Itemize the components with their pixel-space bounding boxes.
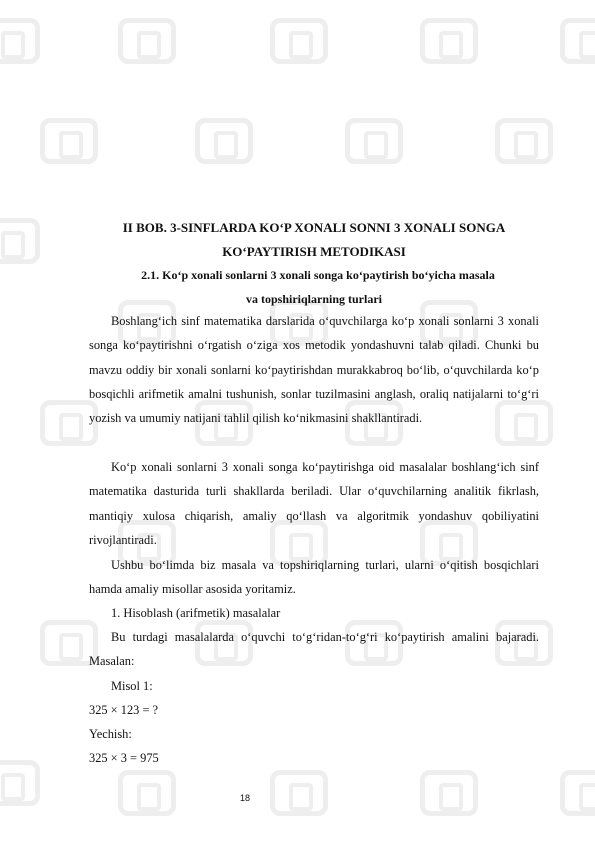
paragraph-task-types: Ko‘p xonali sonlarni 3 xonali songa ko‘paytirishga oid masalalar boshlang‘ich sinf matematika dasturida turli shakllarda beriladi. Ular o‘quvchilarning analitik fikrlash, mantiqiy xulosa chiqarish, amaliy qo‘llash va algoritmik yondashuv qobiliyatini rivojlantiradi.	[89, 460, 539, 547]
paragraph-section-overview: Ushbu bo‘limda biz masala va topshiriqlarning turlari, ularni o‘qitish bosqichlari hamda amaliy misollar asosida yoritamiz.	[89, 558, 539, 597]
paragraph-intro: Boshlang‘ich sinf matematika darslarida o‘quvchilarga ko‘p xonali sonlarni 3 xonali songa ko‘paytirishni o‘rgatish o‘ziga xos metodik yondashuvni talab qiladi. Chunki bu mavzu oddiy bir xonali sonlarni ko‘paytirishdan murakkabroq bo‘lib, o‘quvchilarda ko‘p bosqichli arifmetik amalni tushunish, sonlar tuzilmasini anglash, oraliq natijalarni to‘g‘ri yozish va umumiy natijani tahlil qilish ko‘nikmasini shakllantiradi.	[89, 314, 539, 426]
section-title-line-1: 2.1. Ko‘p xonali sonlarni 3 xonali songa ko‘paytirish bo‘yicha masala	[141, 268, 495, 282]
list-paragraph: Bu turdagi masalalarda o‘quvchi to‘g‘ridan-to‘g‘ri ko‘paytirish amalini bajaradi. Masalan:	[89, 630, 539, 669]
solution-step: 325 × 3 = 975	[89, 751, 159, 765]
example-label: Misol 1:	[111, 679, 153, 693]
chapter-title-line-1: II BOB. 3-SINFLARDA KO‘P XONALI SONNI 3 XONALI SONGA	[122, 220, 506, 235]
solution-label: Yechish:	[89, 727, 132, 741]
list-heading: 1. Hisoblash (arifmetik) masalalar	[111, 606, 281, 620]
example-expression: 325 × 123 = ?	[89, 703, 159, 717]
chapter-title-line-2: KO‘PAYTIRISH METODIKASI	[222, 244, 406, 259]
section-title-line-2: va topshiriqlarning turlari	[245, 292, 382, 306]
page-number: 18	[240, 793, 251, 803]
